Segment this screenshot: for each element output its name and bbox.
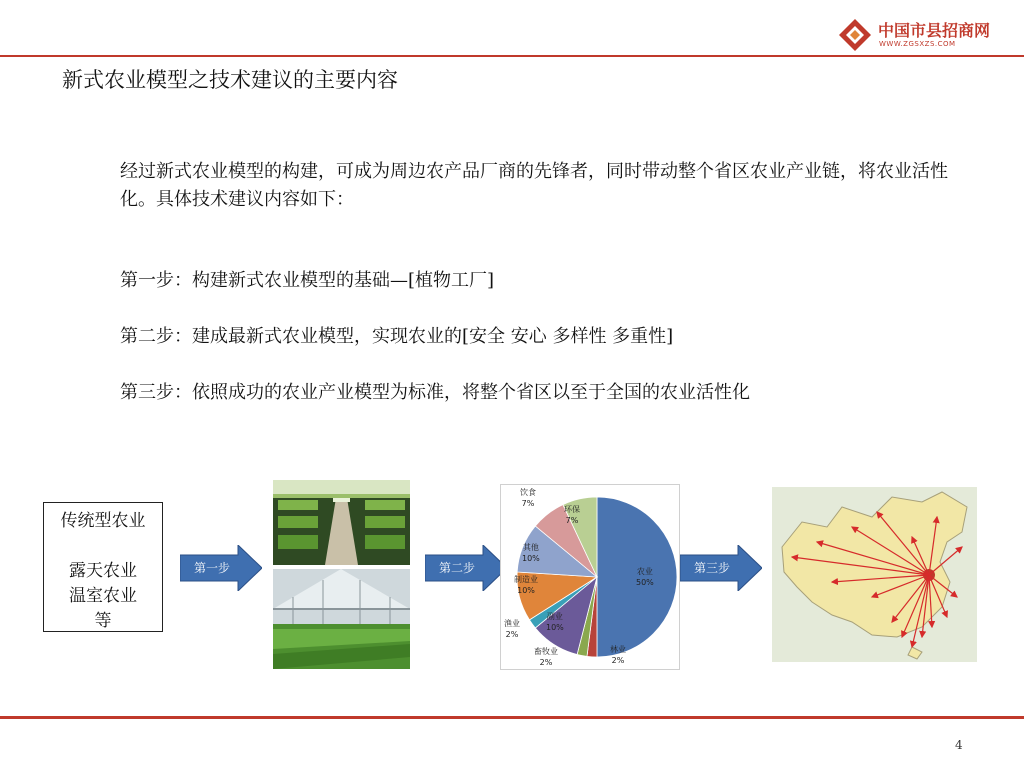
logo-url: WWW.ZGSXZS.COM [879,40,956,48]
map-arrow-14 [929,517,937,575]
step-two-arrow [425,545,507,591]
plant-factory-photo [273,480,410,565]
map-arrow-0 [792,557,929,575]
header-divider [0,55,1024,57]
map-arrow-3 [852,527,929,575]
site-logo [838,18,1008,52]
map-arrow-1 [817,542,929,575]
industry-pie-chart [500,484,680,670]
box-item-etc: 等 [94,611,112,631]
box-heading: 传统型农业 [60,511,146,531]
intro-paragraph: 经过新式农业模型的构建，可成为周边农产品厂商的先锋者，同时带动整个省区农业产业链，将农业活性化。具体技术建议内容如下： [120,161,948,210]
map-arrow-5 [877,512,929,575]
step-two-text: 第二步：建成最新式农业模型，实现农业的[安全 安心 多样性 多重性] [120,326,674,347]
footer-divider [0,716,1024,719]
step-one-arrow [180,545,262,591]
greenhouse-photo [273,569,410,669]
pie-label-agriculture: 农业 50% [636,567,654,587]
step-three-arrow [680,545,762,591]
arrow-label: 第三步 [693,561,730,575]
step-three-text: 第三步：依照成功的农业产业模型为标准，将整个省区以至于全国的农业活性化 [120,382,750,403]
pie-label-forestry: 林业 2% [610,645,626,665]
map-arrow-13 [929,547,962,575]
box-item-open-field: 露天农业 [69,561,137,581]
page-number: 4 [955,738,963,752]
china-map [772,487,977,662]
pie-label-livestock: 畜牧业 2% [534,647,558,667]
pie-label-environment: 环保 7% [564,505,580,525]
step-one-text: 第一步：构建新式农业模型的基础—[植物工厂] [120,270,495,291]
map-arrow-11 [929,575,947,617]
box-item-greenhouse: 温室农业 [69,586,137,606]
pie-label-manufacturing: 制造业 10% [514,575,538,595]
arrow-label: 第一步 [193,561,230,575]
map-arrow-10 [929,575,932,627]
slide-title: 新式农业模型之技术建议的主要内容 [62,68,398,92]
logo-icon [838,18,872,52]
logo-text: 中国市县招商网 [878,21,991,40]
pie-label-other: 其他 10% [522,543,540,563]
pie-label-fishery: 渔业 2% [504,619,520,639]
map-arrows [772,487,977,662]
pie-label-sideline: 副业 10% [546,612,564,632]
arrow-label: 第二步 [438,561,475,575]
traditional-agriculture-box [43,502,163,632]
pie-label-food: 饮食 7% [520,488,536,508]
